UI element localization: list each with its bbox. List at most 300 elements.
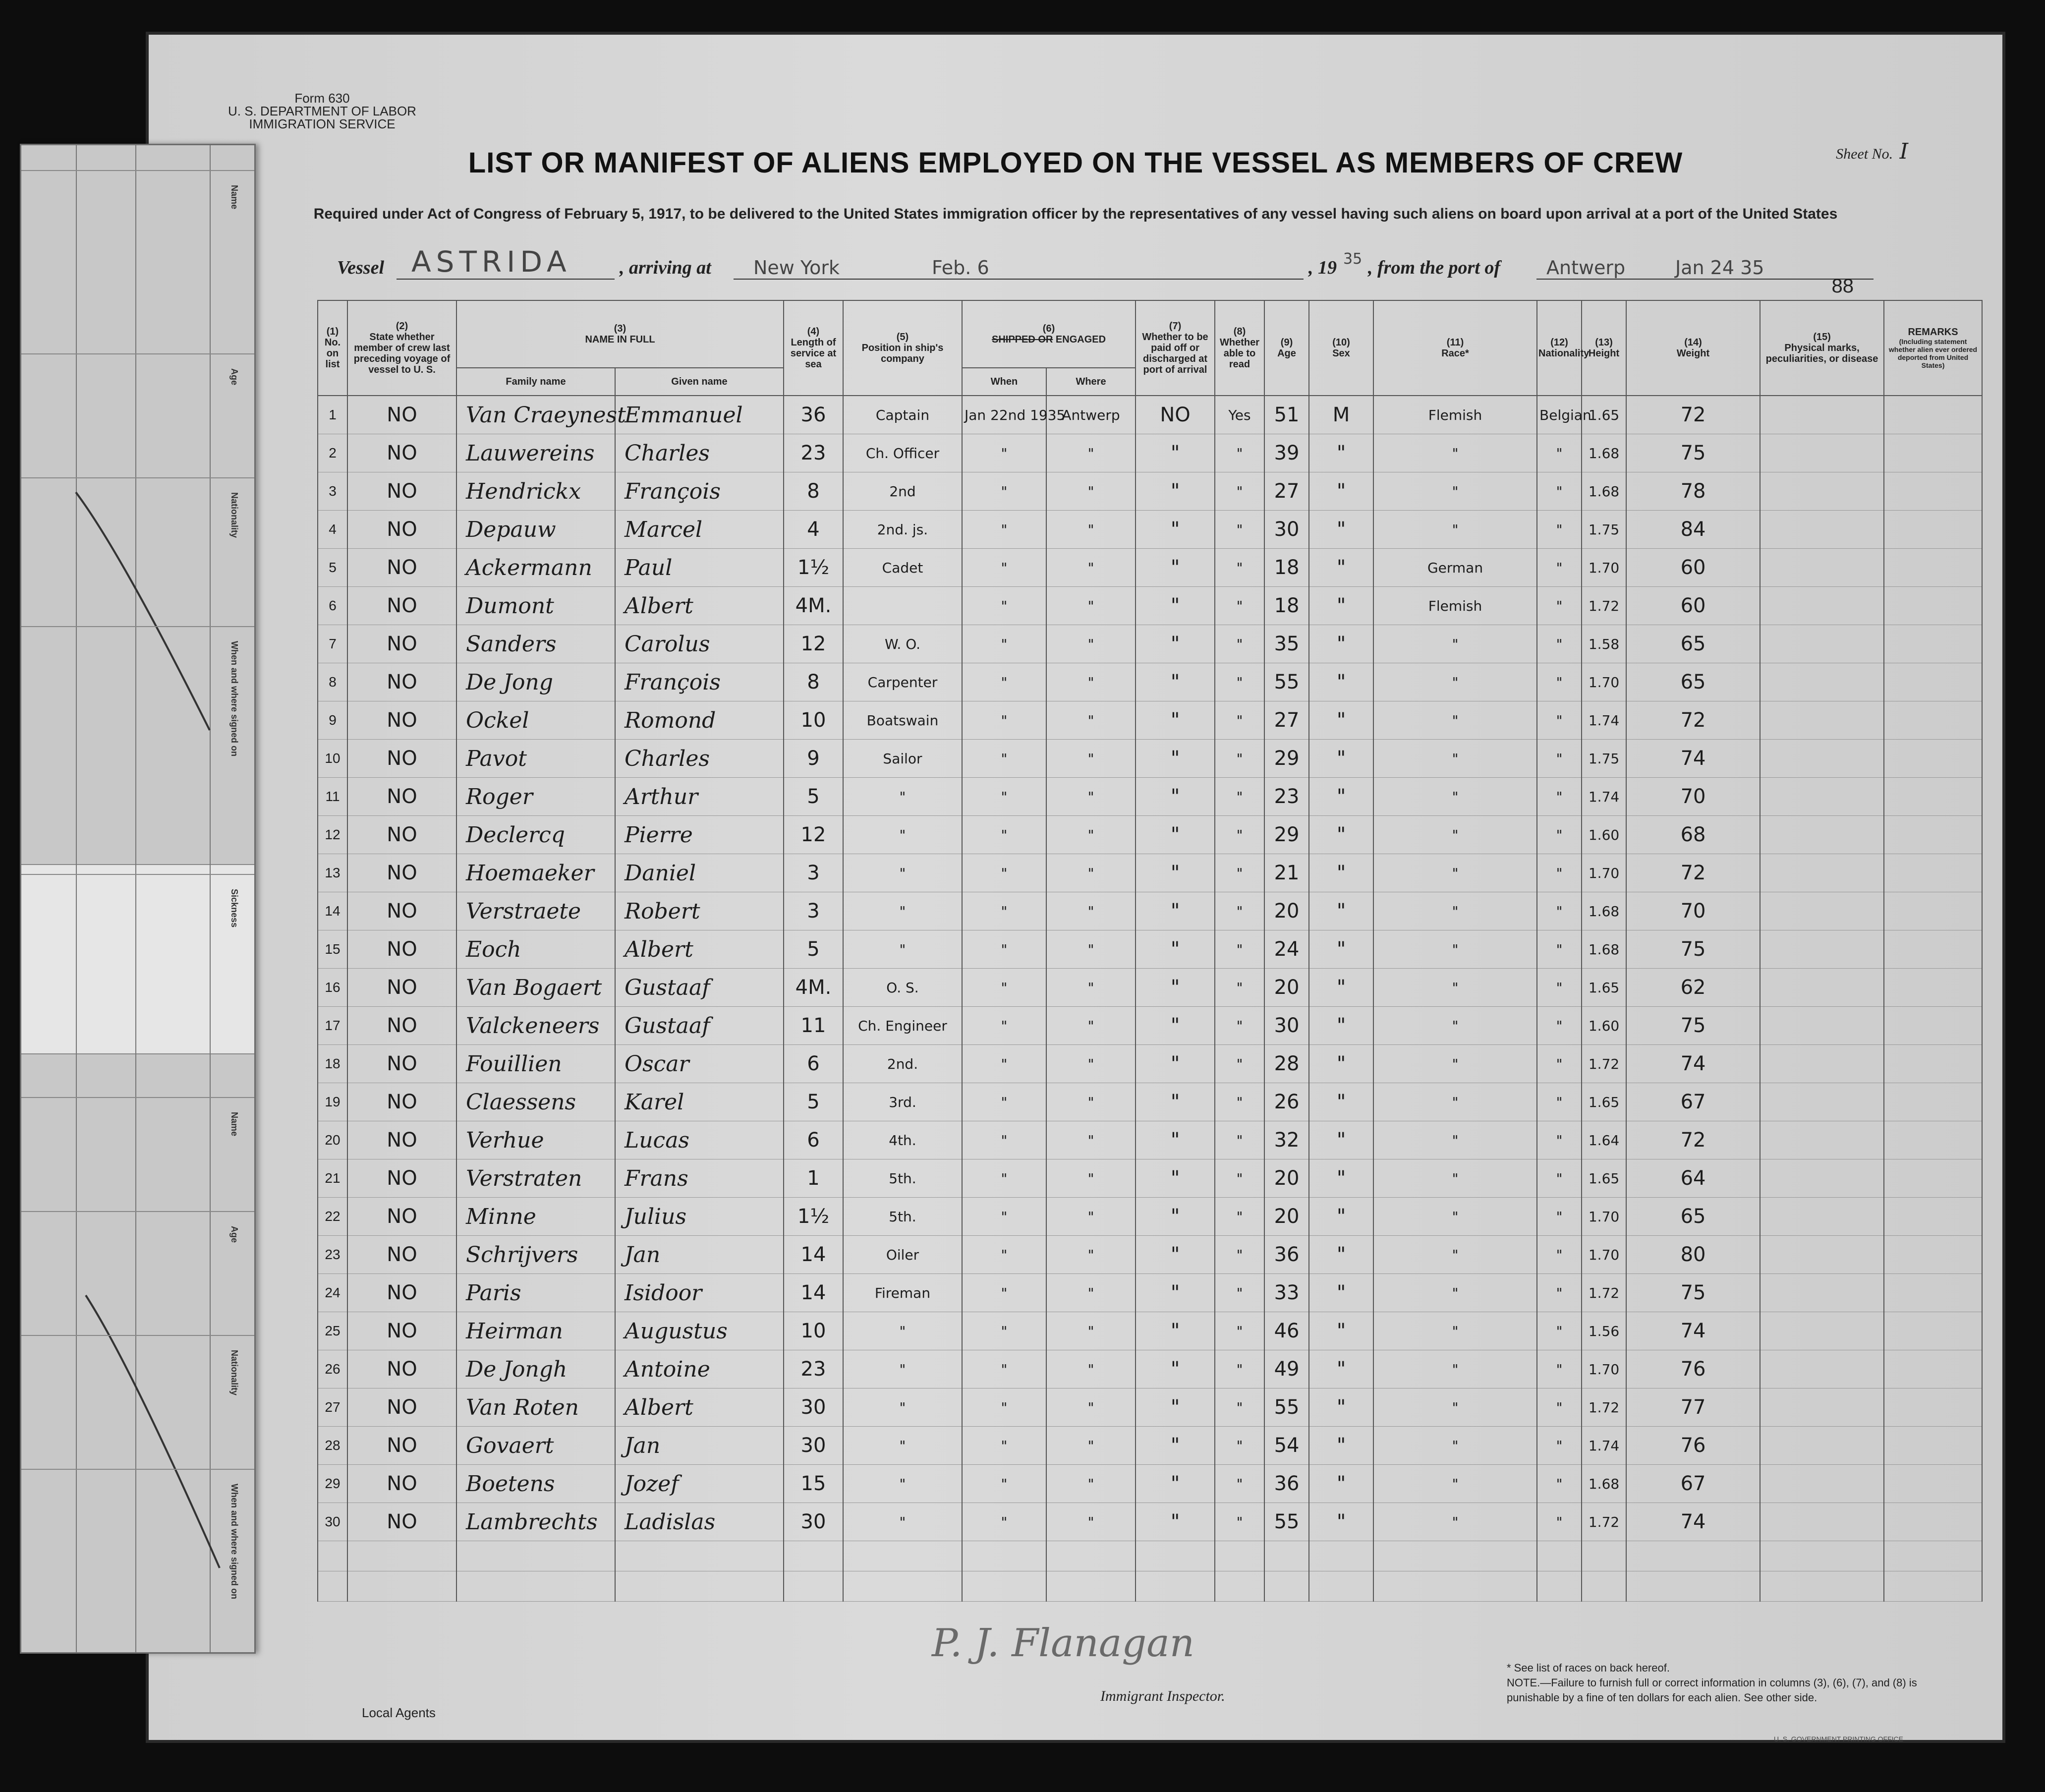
cell-nationality: " — [1537, 854, 1582, 892]
header-service — [784, 300, 843, 396]
cell-when: " — [962, 1198, 1046, 1236]
cell-when: " — [962, 1274, 1046, 1312]
pen-stroke — [76, 492, 210, 730]
cell-family: Verstraete — [456, 892, 615, 930]
cell-age: 33 — [1264, 1274, 1309, 1312]
cell-physical — [1760, 854, 1884, 892]
cell-physical — [1760, 1388, 1884, 1427]
header-service-num: (4) — [807, 326, 820, 337]
cell-race: " — [1373, 1121, 1537, 1159]
cell-position: Ch. Officer — [843, 434, 962, 472]
cell-position: 3rd. — [843, 1083, 962, 1121]
from-date: Jan 24 35 — [1675, 257, 1764, 279]
cell-when: " — [962, 816, 1046, 854]
cell-given: Ladislas — [615, 1503, 784, 1541]
cell-service: 30 — [784, 1503, 843, 1541]
cell-nationality: " — [1537, 930, 1582, 969]
cell-where: " — [1046, 1350, 1136, 1388]
cell-where: " — [1046, 740, 1136, 778]
cell-service: 12 — [784, 625, 843, 663]
cell-remarks — [1884, 396, 1982, 434]
cell-sex: " — [1309, 740, 1373, 778]
arriving-label: , arriving at — [620, 257, 711, 278]
cell-family: Schrijvers — [456, 1236, 615, 1274]
cell-given: Albert — [615, 930, 784, 969]
cell-service: 23 — [784, 1350, 843, 1388]
cell-family: Dumont — [456, 587, 615, 625]
cell-height: 1.58 — [1582, 625, 1626, 663]
blank-cell — [456, 1571, 615, 1602]
cell-sex: " — [1309, 1427, 1373, 1465]
cell-age: 51 — [1264, 396, 1309, 434]
header-engaged-struck: SHIPPED OR — [991, 334, 1053, 345]
cell-race: " — [1373, 854, 1537, 892]
cell-height: 1.70 — [1582, 663, 1626, 701]
cell-family: Valckeneers — [456, 1007, 615, 1045]
cell-no: 2 — [318, 434, 347, 472]
header-age — [1264, 300, 1309, 396]
table-row — [318, 1503, 1982, 1541]
cell-nationality: " — [1537, 587, 1582, 625]
cell-age: 29 — [1264, 740, 1309, 778]
inspector-signature: P. J. Flanagan — [932, 1621, 1195, 1666]
blank-cell — [347, 1571, 456, 1602]
cell-prev: NO — [347, 587, 456, 625]
cell-when: " — [962, 1236, 1046, 1274]
cell-read: " — [1215, 1083, 1264, 1121]
cell-age: 27 — [1264, 472, 1309, 511]
cell-family: Ackermann — [456, 549, 615, 587]
cell-given: Daniel — [615, 854, 784, 892]
cell-weight: 75 — [1626, 1007, 1760, 1045]
cell-no: 12 — [318, 816, 347, 854]
header-weight-num: (14) — [1684, 337, 1702, 348]
cell-where: " — [1046, 1007, 1136, 1045]
cell-race: " — [1373, 816, 1537, 854]
cell-service: 3 — [784, 854, 843, 892]
cell-race: " — [1373, 434, 1537, 472]
blank-cell — [1760, 1541, 1884, 1571]
header-given-name: Given name — [615, 368, 784, 396]
cell-read: " — [1215, 1198, 1264, 1236]
cell-age: 36 — [1264, 1465, 1309, 1503]
arriving-port: New York — [753, 257, 840, 279]
cell-race: German — [1373, 549, 1537, 587]
cell-where: " — [1046, 511, 1136, 549]
cell-race: " — [1373, 1312, 1537, 1350]
cell-service: 5 — [784, 1083, 843, 1121]
header-paid-num: (7) — [1169, 321, 1182, 332]
header-name-num: (3) — [614, 323, 626, 334]
cell-prev: NO — [347, 434, 456, 472]
table-row — [318, 1083, 1982, 1121]
cell-remarks — [1884, 854, 1982, 892]
cell-prev: NO — [347, 472, 456, 511]
cell-age: 55 — [1264, 1388, 1309, 1427]
cell-family: Paris — [456, 1274, 615, 1312]
cell-given: Jan — [615, 1236, 784, 1274]
cell-physical — [1760, 1350, 1884, 1388]
cell-where: " — [1046, 701, 1136, 740]
header-engaged-num: (6) — [1042, 323, 1055, 334]
cell-paid: " — [1136, 1312, 1215, 1350]
table-row — [318, 1465, 1982, 1503]
cell-position: O. S. — [843, 969, 962, 1007]
cell-weight: 77 — [1626, 1388, 1760, 1427]
cell-remarks — [1884, 587, 1982, 625]
cell-paid: " — [1136, 816, 1215, 854]
cell-age: 36 — [1264, 1236, 1309, 1274]
cell-prev: NO — [347, 625, 456, 663]
cell-position: 2nd. — [843, 1045, 962, 1083]
cell-age: 35 — [1264, 625, 1309, 663]
cell-physical — [1760, 1083, 1884, 1121]
crew-table — [317, 300, 1983, 1602]
cell-physical — [1760, 1007, 1884, 1045]
table-row — [318, 434, 1982, 472]
cell-given: Albert — [615, 1388, 784, 1427]
cell-sex: " — [1309, 778, 1373, 816]
cell-read: Yes — [1215, 396, 1264, 434]
cell-nationality: " — [1537, 1045, 1582, 1083]
blank-cell — [962, 1571, 1046, 1602]
card-pen-strokes — [21, 145, 254, 1652]
blank-cell — [1626, 1571, 1760, 1602]
cell-remarks — [1884, 549, 1982, 587]
cell-prev: NO — [347, 1045, 456, 1083]
cell-race: " — [1373, 740, 1537, 778]
cell-race: " — [1373, 1274, 1537, 1312]
cell-race: " — [1373, 472, 1537, 511]
cell-age: 39 — [1264, 434, 1309, 472]
cell-service: 1½ — [784, 549, 843, 587]
sheet-number-label: Sheet No. — [1836, 146, 1893, 162]
inspector-label: Immigrant Inspector. — [1100, 1688, 1225, 1704]
cell-height: 1.70 — [1582, 1350, 1626, 1388]
cell-nationality: " — [1537, 1465, 1582, 1503]
cell-weight: 67 — [1626, 1465, 1760, 1503]
blank-cell — [1537, 1541, 1582, 1571]
cell-age: 20 — [1264, 1198, 1309, 1236]
header-prev-num: (2) — [396, 321, 408, 332]
cell-remarks — [1884, 1274, 1982, 1312]
cell-where: " — [1046, 549, 1136, 587]
cell-position: " — [843, 1427, 962, 1465]
blank-cell — [1136, 1571, 1215, 1602]
blank-cell — [318, 1541, 347, 1571]
cell-weight: 84 — [1626, 511, 1760, 549]
blank-cell — [1309, 1571, 1373, 1602]
cell-height: 1.60 — [1582, 816, 1626, 854]
cell-no: 16 — [318, 969, 347, 1007]
cell-given: Julius — [615, 1198, 784, 1236]
cell-given: Karel — [615, 1083, 784, 1121]
header-height-label: Height — [1588, 348, 1620, 359]
cell-height: 1.60 — [1582, 1007, 1626, 1045]
cell-height: 1.74 — [1582, 1427, 1626, 1465]
cell-paid: " — [1136, 1465, 1215, 1503]
cell-when: " — [962, 625, 1046, 663]
cell-read: " — [1215, 854, 1264, 892]
cell-when: " — [962, 1350, 1046, 1388]
cell-family: Sanders — [456, 625, 615, 663]
cell-family: Fouillien — [456, 1045, 615, 1083]
cell-no: 28 — [318, 1427, 347, 1465]
cell-prev: NO — [347, 1236, 456, 1274]
table-row — [318, 625, 1982, 663]
cell-given: Arthur — [615, 778, 784, 816]
cell-position: " — [843, 930, 962, 969]
cell-weight: 72 — [1626, 854, 1760, 892]
cell-race: " — [1373, 930, 1537, 969]
cell-sex: " — [1309, 549, 1373, 587]
cell-sex: " — [1309, 1198, 1373, 1236]
cell-height: 1.75 — [1582, 511, 1626, 549]
cell-physical — [1760, 892, 1884, 930]
card-hline — [21, 874, 254, 875]
blank-cell — [1046, 1571, 1136, 1602]
header-nationality-label: Nationality — [1538, 348, 1590, 359]
year-value: 35 — [1343, 250, 1363, 268]
blank-cell — [1582, 1541, 1626, 1571]
cell-height: 1.65 — [1582, 1083, 1626, 1121]
service-name: IMMIGRATION SERVICE — [249, 116, 396, 131]
cell-paid: " — [1136, 434, 1215, 472]
cell-no: 17 — [318, 1007, 347, 1045]
cell-race: Flemish — [1373, 396, 1537, 434]
cell-when: " — [962, 1388, 1046, 1427]
table-row — [318, 1274, 1982, 1312]
cell-height: 1.72 — [1582, 1045, 1626, 1083]
cell-given: François — [615, 663, 784, 701]
cell-remarks — [1884, 625, 1982, 663]
cell-given: Marcel — [615, 511, 784, 549]
cell-family: Declercq — [456, 816, 615, 854]
cell-where: " — [1046, 663, 1136, 701]
cell-physical — [1760, 1312, 1884, 1350]
cell-weight: 60 — [1626, 549, 1760, 587]
vessel-rule — [397, 279, 615, 280]
cell-remarks — [1884, 740, 1982, 778]
card-hline — [21, 1211, 254, 1212]
cell-no: 29 — [318, 1465, 347, 1503]
cell-height: 1.64 — [1582, 1121, 1626, 1159]
table-row — [318, 663, 1982, 701]
local-agents-label: Local Agents — [362, 1705, 436, 1720]
blank-cell — [456, 1541, 615, 1571]
cell-sex: " — [1309, 701, 1373, 740]
header-position-label: Position in ship's company — [861, 343, 944, 364]
cell-read: " — [1215, 1121, 1264, 1159]
cell-read: " — [1215, 1312, 1264, 1350]
cell-height: 1.72 — [1582, 1274, 1626, 1312]
cell-physical — [1760, 1236, 1884, 1274]
cell-prev: NO — [347, 969, 456, 1007]
cell-nationality: " — [1537, 625, 1582, 663]
blank-cell — [1884, 1541, 1982, 1571]
blank-cell — [318, 1571, 347, 1602]
card-hline — [21, 353, 254, 354]
cell-given: Paul — [615, 549, 784, 587]
cell-when: " — [962, 1503, 1046, 1541]
cell-no: 14 — [318, 892, 347, 930]
cell-weight: 74 — [1626, 1503, 1760, 1541]
cell-where: " — [1046, 1083, 1136, 1121]
cell-race: Flemish — [1373, 587, 1537, 625]
cell-read: " — [1215, 1159, 1264, 1198]
cell-position: " — [843, 1388, 962, 1427]
cell-family: Hendrickx — [456, 472, 615, 511]
table-row — [318, 816, 1982, 854]
cell-sex: " — [1309, 434, 1373, 472]
cell-position: " — [843, 1312, 962, 1350]
cell-physical — [1760, 587, 1884, 625]
header-remarks — [1884, 300, 1982, 396]
cell-race: " — [1373, 1045, 1537, 1083]
cell-weight: 72 — [1626, 396, 1760, 434]
table-row — [318, 1045, 1982, 1083]
pen-stroke — [86, 1295, 220, 1568]
cell-service: 23 — [784, 434, 843, 472]
cell-read: " — [1215, 1045, 1264, 1083]
header-weight — [1626, 300, 1760, 396]
cell-given: Charles — [615, 740, 784, 778]
cell-paid: " — [1136, 587, 1215, 625]
cell-family: Verhue — [456, 1121, 615, 1159]
cell-where: " — [1046, 854, 1136, 892]
cell-paid: " — [1136, 1121, 1215, 1159]
cell-race: " — [1373, 1465, 1537, 1503]
table-row — [318, 1159, 1982, 1198]
cell-remarks — [1884, 1312, 1982, 1350]
card-hline — [21, 1469, 254, 1470]
cell-where: " — [1046, 1312, 1136, 1350]
cell-no: 9 — [318, 701, 347, 740]
cell-remarks — [1884, 1007, 1982, 1045]
cell-remarks — [1884, 1198, 1982, 1236]
cell-family: Ockel — [456, 701, 615, 740]
cell-no: 21 — [318, 1159, 347, 1198]
cell-when: " — [962, 740, 1046, 778]
vessel-label: Vessel — [337, 257, 384, 278]
cell-position: 5th. — [843, 1159, 962, 1198]
cell-remarks — [1884, 663, 1982, 701]
cell-read: " — [1215, 778, 1264, 816]
cell-weight: 67 — [1626, 1083, 1760, 1121]
cell-given: Pierre — [615, 816, 784, 854]
cell-when: " — [962, 1159, 1046, 1198]
cell-paid: " — [1136, 1007, 1215, 1045]
cell-remarks — [1884, 1236, 1982, 1274]
cell-position: Oiler — [843, 1236, 962, 1274]
cell-service: 11 — [784, 1007, 843, 1045]
header-engaged — [962, 300, 1136, 368]
cell-weight: 65 — [1626, 663, 1760, 701]
cell-prev: NO — [347, 396, 456, 434]
department-name: U. S. DEPARTMENT OF LABOR — [228, 104, 416, 118]
cell-nationality: " — [1537, 1236, 1582, 1274]
form-header — [228, 92, 416, 130]
blank-cell — [347, 1541, 456, 1571]
cell-physical — [1760, 1121, 1884, 1159]
cell-remarks — [1884, 1388, 1982, 1427]
cell-physical — [1760, 1465, 1884, 1503]
table-row — [318, 1427, 1982, 1465]
cell-service: 36 — [784, 396, 843, 434]
cell-nationality: " — [1537, 1159, 1582, 1198]
cell-family: Van Bogaert — [456, 969, 615, 1007]
cell-service: 6 — [784, 1045, 843, 1083]
cell-when: " — [962, 549, 1046, 587]
cell-weight: 78 — [1626, 472, 1760, 511]
cell-service: 4M. — [784, 969, 843, 1007]
header-name-label: NAME IN FULL — [585, 334, 655, 345]
header-physical — [1760, 300, 1884, 396]
cell-weight: 60 — [1626, 587, 1760, 625]
cell-nationality: " — [1537, 549, 1582, 587]
cell-when: " — [962, 1427, 1046, 1465]
cell-age: 29 — [1264, 816, 1309, 854]
card-hline — [21, 626, 254, 627]
manifest-sheet — [149, 35, 2002, 1743]
cell-prev: NO — [347, 854, 456, 892]
cell-sex: " — [1309, 1236, 1373, 1274]
cell-sex: " — [1309, 1045, 1373, 1083]
cell-when: " — [962, 969, 1046, 1007]
cell-weight: 75 — [1626, 434, 1760, 472]
cell-where: " — [1046, 587, 1136, 625]
cell-prev: NO — [347, 1388, 456, 1427]
cell-prev: NO — [347, 1312, 456, 1350]
cell-physical — [1760, 472, 1884, 511]
cell-age: 26 — [1264, 1083, 1309, 1121]
cell-age: 21 — [1264, 854, 1309, 892]
cell-paid: " — [1136, 511, 1215, 549]
header-race-label: Race* — [1441, 348, 1469, 359]
header-nationality-num: (12) — [1550, 337, 1568, 348]
blank-cell — [1309, 1541, 1373, 1571]
header-paid-off — [1136, 300, 1215, 396]
header-position-num: (5) — [896, 332, 909, 343]
cell-given: Lucas — [615, 1121, 784, 1159]
header-service-label: Length of service at sea — [790, 337, 837, 370]
cell-no: 23 — [318, 1236, 347, 1274]
cell-height: 1.68 — [1582, 930, 1626, 969]
cell-given: Gustaaf — [615, 969, 784, 1007]
cell-nationality: " — [1537, 1503, 1582, 1541]
header-read-num: (8) — [1233, 326, 1246, 337]
cell-height: 1.68 — [1582, 472, 1626, 511]
cell-age: 20 — [1264, 892, 1309, 930]
header-read-label: Whether able to read — [1220, 337, 1260, 370]
blank-cell — [784, 1571, 843, 1602]
cell-service: 30 — [784, 1427, 843, 1465]
cell-position: W. O. — [843, 625, 962, 663]
cell-remarks — [1884, 816, 1982, 854]
cell-height: 1.75 — [1582, 740, 1626, 778]
cell-family: Lambrechts — [456, 1503, 615, 1541]
header-name-full — [456, 300, 784, 368]
vessel-name: ASTRIDA — [411, 245, 571, 279]
cell-service: 12 — [784, 816, 843, 854]
cell-read: " — [1215, 1503, 1264, 1541]
cell-age: 55 — [1264, 663, 1309, 701]
cell-no: 7 — [318, 625, 347, 663]
cell-no: 30 — [318, 1503, 347, 1541]
cell-paid: " — [1136, 625, 1215, 663]
cell-age: 18 — [1264, 587, 1309, 625]
blank-cell — [1264, 1541, 1309, 1571]
